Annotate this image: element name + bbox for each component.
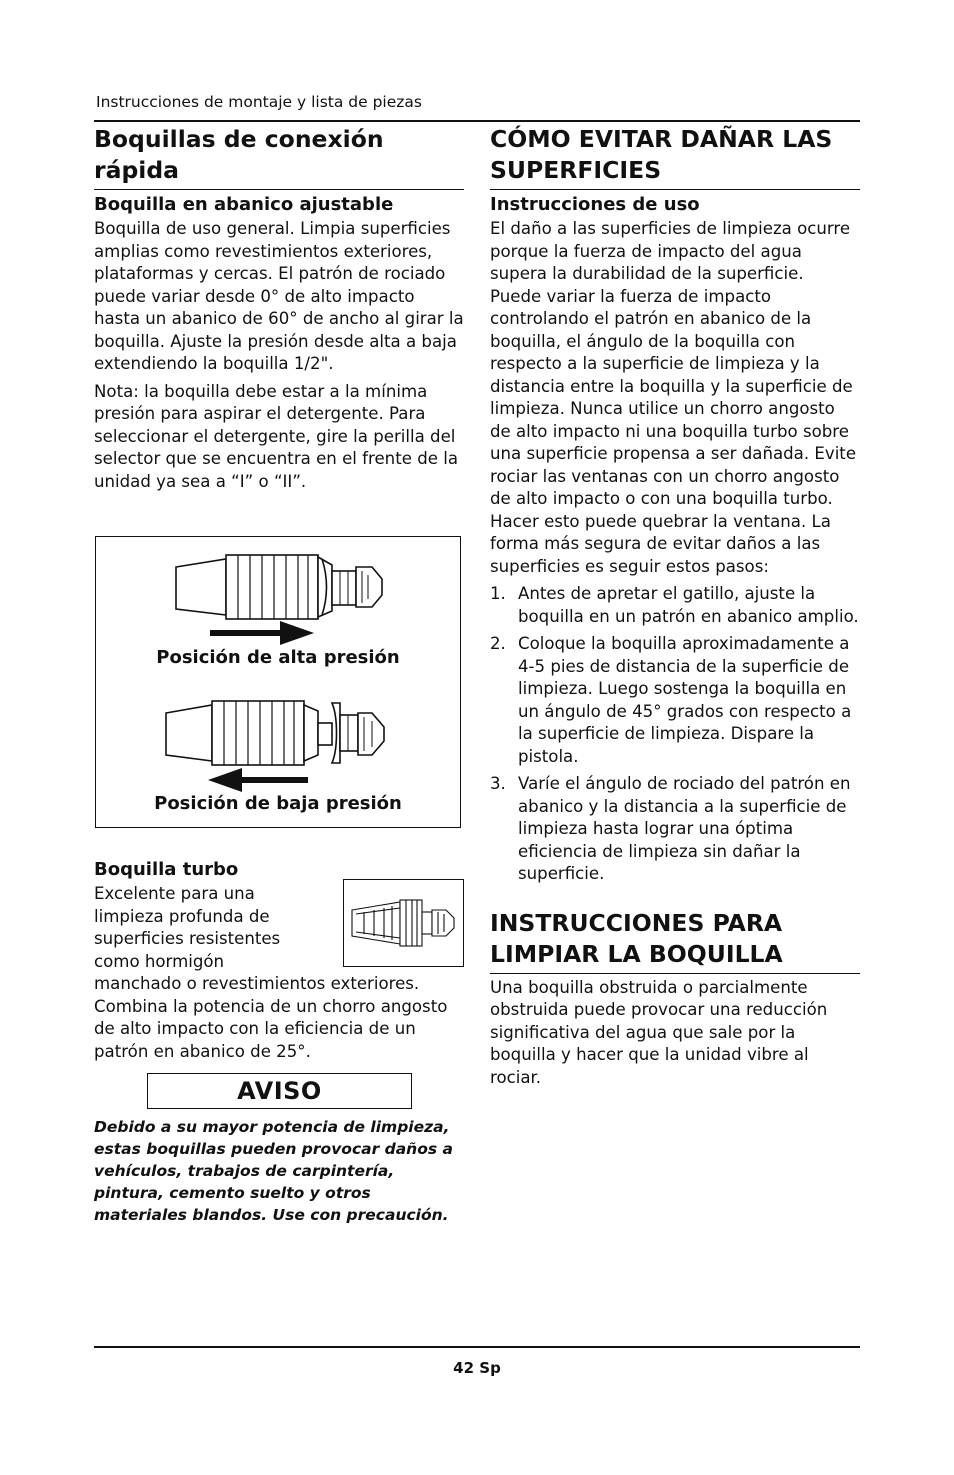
list-item: [490, 583, 860, 628]
turbo-line: limpieza profunda de: [94, 906, 270, 926]
left-column: [94, 124, 464, 493]
step-number: 2.: [490, 634, 506, 653]
step-text: Coloque la boquilla aproximadamente a 4-5 pies de distancia de la superficie de limpieza. Luego sostenga la boquilla en un ángulo de 45° grados con respecto a la superficie de limpieza. Dispare la pistola.: [518, 634, 852, 766]
turbo-line: superficies resistentes: [94, 929, 281, 948]
clean-para: Una boquilla obstruida o parcialmente obstruida puede provocar una reducción significativa del agua que sale por la boquilla y hacer que la unidad vibre al rociar.: [490, 977, 828, 1087]
adjustable-para-2: Nota: la boquilla debe estar a la mínima presión para aspirar el detergente. Para seleccionar el detergente, gire la perilla del selector que se encuentra en el frente de la unidad ya sea a “I” o “II”.: [94, 381, 458, 491]
right-column: [490, 124, 860, 1089]
list-item: [490, 773, 860, 886]
clean-nozzle-title: INSTRUCCIONES PARA LIMPIAR LA BOQUILLA: [490, 908, 860, 974]
step-text: Varíe el ángulo de rociado del patrón en abanico y la distancia a la superficie de limpieza hasta lograr una óptima eficiencia de limpieza sin dañar la superficie.: [518, 774, 851, 883]
surfaces-title: CÓMO EVITAR DAÑAR LAS SUPERFICIES: [490, 124, 860, 190]
turbo-nozzle-figure: [343, 879, 464, 967]
nozzle-low-icon: [166, 701, 384, 765]
use-para: El daño a las superficies de limpieza ocurre porque la fuerza de impacto del agua supera la durabilidad de la superficie. Puede variar la fuerza de impacto controlando el patrón en abanico de la boquilla, el ángulo de la boquilla con respecto a la superficie de limpieza y la distancia entre la boquilla y la superficie de limpieza. Nunca utilice un chorro angosto de alto impacto ni una boquilla turbo sobre una superficie propensa a ser dañada. Evite rociar las ventanas con un chorro angosto de alto impacto o con una boquilla turbo. Hacer esto puede quebrar la ventana. La forma más segura de evitar daños a las superficies es seguir estos pasos:: [490, 219, 857, 576]
page-number: 42 Sp: [453, 1359, 501, 1377]
aviso-label: AVISO: [147, 1073, 412, 1109]
quick-connect-title: Boquillas de conexión rápida: [94, 124, 464, 190]
top-rule: [94, 120, 860, 122]
adjustable-heading: Boquilla en abanico ajustable: [94, 194, 394, 215]
arrow-left-icon: [208, 768, 308, 792]
nozzle-high-icon: [176, 555, 382, 619]
turbo-para-rest: manchado o revestimientos exteriores. Combina la potencia de un chorro angosto de alto impacto con la eficiencia de un patrón en abanico de 25°.: [94, 974, 448, 1061]
list-item: [490, 633, 860, 768]
arrow-right-icon: [210, 621, 314, 645]
step-text: Antes de apretar el gatillo, ajuste la boquilla en un patrón en abanico amplio.: [518, 584, 859, 626]
warning-text: Debido a su mayor potencia de limpieza, estas boquillas pueden provocar daños a vehículos, trabajos de carpintería, pintura, cemento suelto y otros materiales blandos. Use con precaución.: [94, 1118, 453, 1224]
nozzle-high-illustration: [96, 537, 462, 829]
turbo-line: Excelente para una: [94, 884, 255, 903]
turbo-line: como hormigón: [94, 951, 225, 971]
steps-list: [490, 583, 860, 886]
turbo-intro: [94, 883, 334, 973]
low-pressure-caption: Posición de baja presión: [154, 793, 402, 814]
running-head: Instrucciones de montaje y lista de piezas: [96, 93, 422, 111]
nozzle-position-figure: [95, 536, 461, 828]
adjustable-para-1: Boquilla de uso general. Limpia superficies amplias como revestimientos exteriores, plataformas y cercas. El patrón de rociado puede variar desde 0° de alto impacto hasta un abanico de 60° de ancho al girar la boquilla. Ajuste la presión desde alta a baja extendiendo la boquilla 1/2".: [94, 219, 464, 373]
step-number: 3.: [490, 774, 506, 793]
high-pressure-caption: Posición de alta presión: [156, 647, 400, 668]
turbo-nozzle-icon: [344, 880, 463, 966]
step-number: 1.: [490, 584, 506, 603]
bottom-rule: [94, 1346, 860, 1348]
turbo-heading: Boquilla turbo: [94, 859, 239, 880]
use-heading: Instrucciones de uso: [490, 194, 700, 215]
